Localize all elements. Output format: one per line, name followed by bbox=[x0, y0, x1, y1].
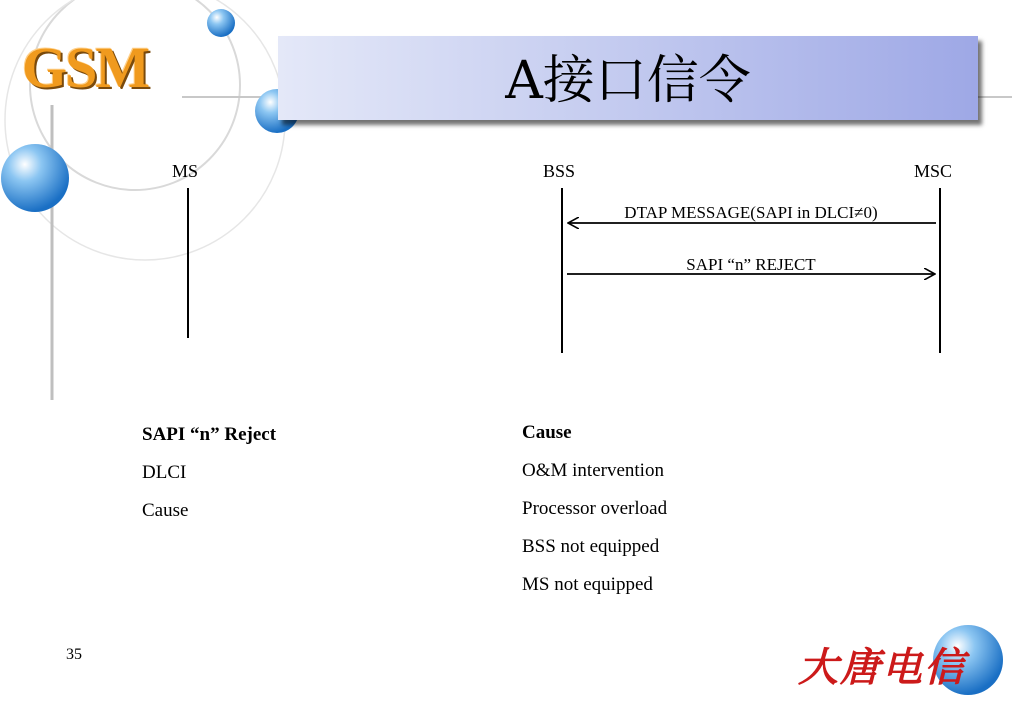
page-title: A接口信令 bbox=[505, 51, 751, 111]
message-label-dtap: DTAP MESSAGE(SAPI in DLCI≠0) bbox=[624, 203, 878, 222]
left-block-item: DLCI bbox=[142, 462, 187, 483]
left-block bbox=[142, 416, 276, 530]
page-number: 35 bbox=[66, 646, 82, 663]
message-label-sapi-reject: SAPI “n” REJECT bbox=[686, 255, 816, 274]
right-block bbox=[522, 414, 667, 604]
gsm-logo: GSM bbox=[22, 35, 149, 100]
left-block-item: Cause bbox=[142, 500, 189, 521]
right-block-item: MS not equipped bbox=[522, 574, 653, 595]
entity-label-ms: MS bbox=[172, 161, 199, 181]
left-block-heading: SAPI “n” Reject bbox=[142, 424, 277, 445]
entity-label-msc: MSC bbox=[914, 161, 953, 181]
brand-logo: 大唐电信 bbox=[798, 644, 966, 691]
right-block-item: O&M intervention bbox=[522, 460, 664, 481]
entity-label-bss: BSS bbox=[543, 161, 576, 181]
right-block-item: Processor overload bbox=[522, 498, 668, 519]
right-block-item: BSS not equipped bbox=[522, 536, 660, 557]
right-block-heading: Cause bbox=[522, 422, 572, 443]
